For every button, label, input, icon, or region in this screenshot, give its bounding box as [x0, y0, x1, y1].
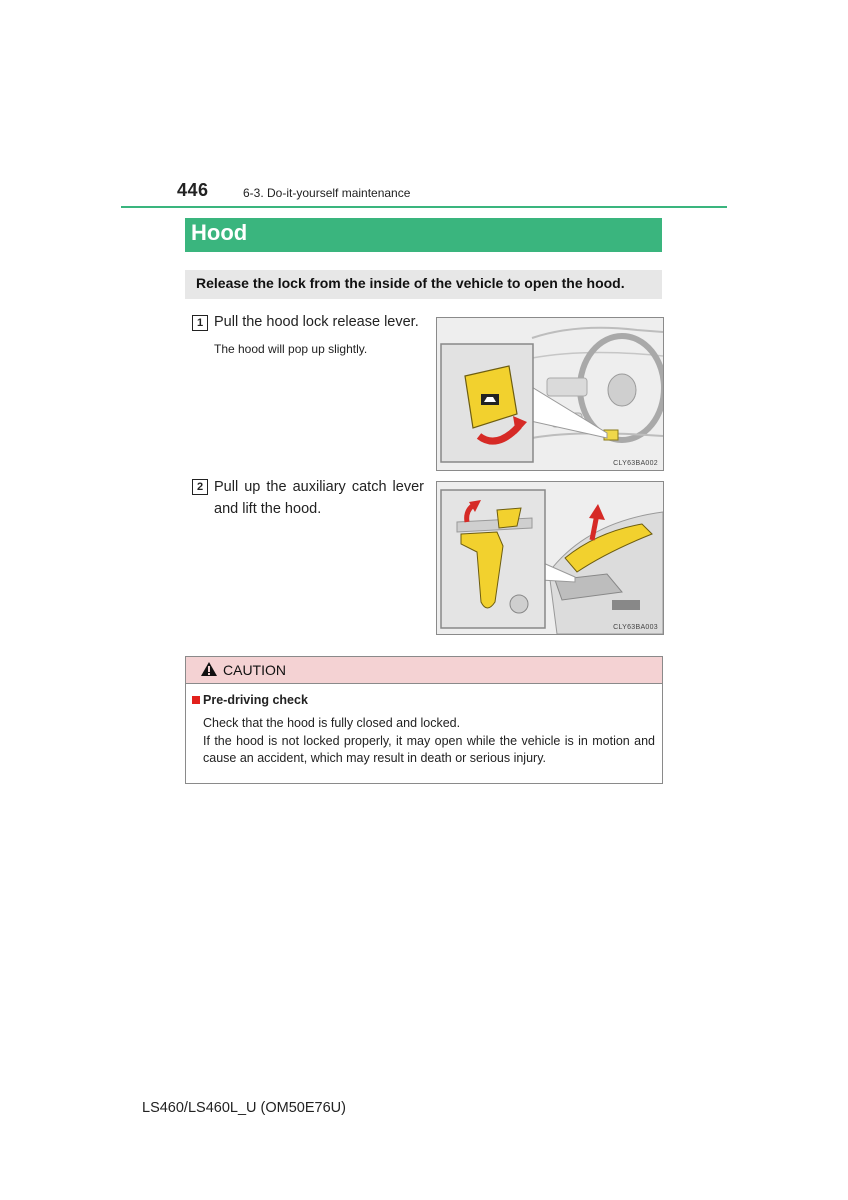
figure-hood-release-lever [436, 317, 664, 471]
red-square-icon [192, 696, 200, 704]
figure-auxiliary-catch-lever [436, 481, 664, 635]
warning-icon [200, 661, 218, 677]
header-rule [121, 206, 727, 208]
caution-label: CAUTION [223, 662, 286, 678]
step-2-text-line-1: Pull up the auxiliary catch lever [214, 479, 424, 495]
page-number: 446 [177, 180, 209, 200]
auxiliary-catch-illustration [437, 482, 663, 634]
step-1-note: The hood will pop up slightly. [214, 342, 368, 356]
step-2-number: 2 [192, 479, 208, 495]
figure-1-code: CLY63BA002 [613, 460, 658, 467]
footer-model-code: LS460/LS460L_U (OM50E76U) [142, 1100, 346, 1116]
caution-header [186, 657, 662, 684]
caution-box [185, 656, 663, 784]
caution-item-title-text: Pre-driving check [203, 693, 308, 707]
subheading-bar [185, 270, 662, 299]
subheading-text: Release the lock from the inside of the vehicle to open the hood. [196, 275, 625, 291]
step-1-text: Pull the hood lock release lever. [214, 314, 419, 330]
caution-line-1: Check that the hood is fully closed and locked. [203, 716, 461, 730]
section-label: 6-3. Do-it-yourself maintenance [243, 186, 411, 200]
caution-body [203, 715, 655, 768]
step-1-number: 1 [192, 315, 208, 331]
title-bar [185, 218, 662, 252]
hood-release-illustration [437, 318, 663, 470]
caution-line-2: If the hood is not locked properly, it may open while the vehicle is in motion and cause an accident, which may result in death or serious injury. [203, 733, 655, 765]
caution-item-title [192, 693, 308, 707]
figure-2-code: CLY63BA003 [613, 624, 658, 631]
step-2-text-line-2: and lift the hood. [214, 501, 322, 517]
page-title: Hood [191, 220, 248, 245]
